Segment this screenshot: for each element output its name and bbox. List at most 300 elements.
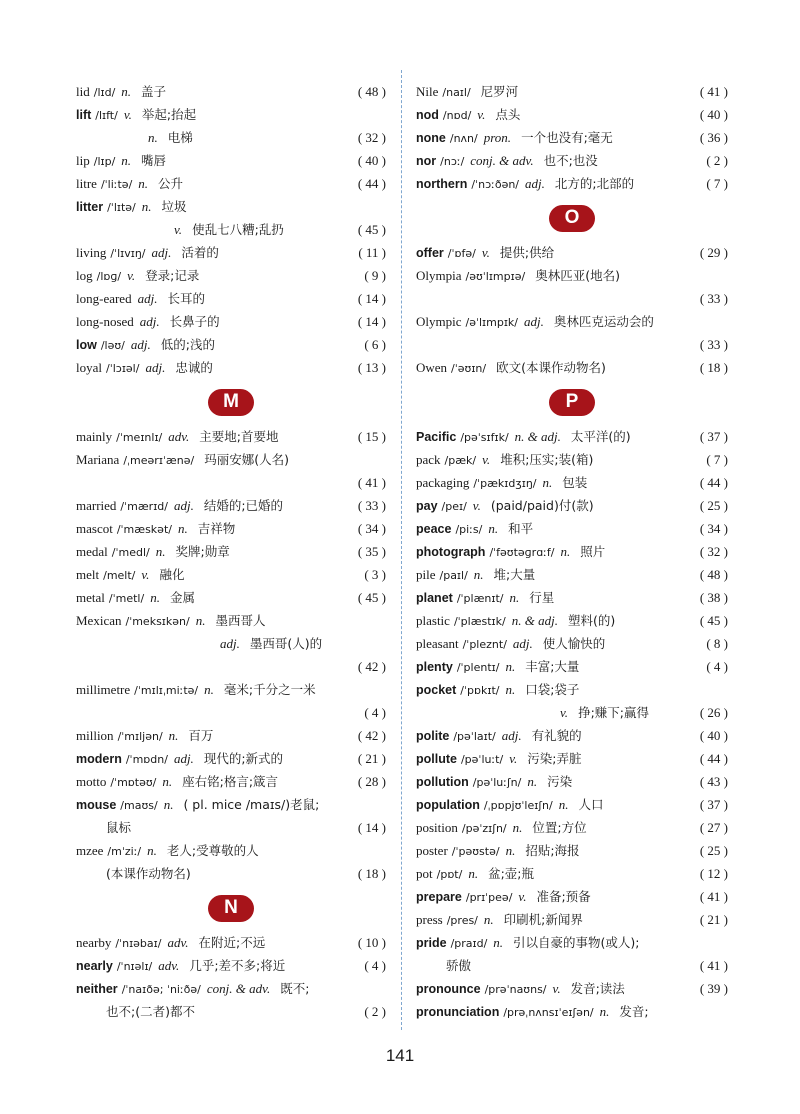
phonetic: /ˈmedl/ xyxy=(111,546,150,559)
phonetic: /nʌn/ xyxy=(449,132,478,145)
phonetic: /ˈmetl/ xyxy=(108,592,145,605)
lesson-reference: ( 14 ) xyxy=(357,291,386,306)
definition: 现代的;新式的 xyxy=(203,751,284,766)
lesson-reference: ( 41 ) xyxy=(699,889,728,904)
phonetic: /ˈnɪəlɪ/ xyxy=(116,960,153,973)
lesson-reference: ( 14 ) xyxy=(357,314,386,329)
glossary-continuation xyxy=(76,632,386,655)
part-of-speech: adj. xyxy=(173,498,194,513)
glossary-entry xyxy=(76,80,386,103)
headword: pile xyxy=(416,567,436,582)
lesson-reference: ( 44 ) xyxy=(699,475,728,490)
part-of-speech: v. xyxy=(123,107,132,122)
lesson-reference: ( 44 ) xyxy=(699,751,728,766)
lesson-reference: ( 41 ) xyxy=(699,958,728,973)
lesson-reference: ( 26 ) xyxy=(699,705,728,720)
phonetic: /ˈəʊɪn/ xyxy=(451,362,487,375)
headword: none xyxy=(416,131,446,145)
definition: (本课作动物名) xyxy=(106,866,191,881)
phonetic: /ˈpækɪdʒɪŋ/ xyxy=(473,477,537,490)
part-of-speech: v. xyxy=(481,245,490,260)
phonetic: /naɪl/ xyxy=(442,86,471,99)
definition: 盖子 xyxy=(141,84,167,99)
glossary-entry xyxy=(416,977,728,1000)
definition: 塑料(的) xyxy=(567,613,616,628)
definition: 毫米;千分之一米 xyxy=(223,682,316,697)
glossary-entry xyxy=(76,425,386,448)
headword: mzee xyxy=(76,843,104,858)
phonetic: /paɪl/ xyxy=(439,569,468,582)
headword: living xyxy=(76,245,107,260)
definition: 嘴唇 xyxy=(141,153,167,168)
definition: 污染;弄脏 xyxy=(527,751,582,766)
glossary-entry xyxy=(416,425,728,448)
phonetic: /ˈpleznt/ xyxy=(462,638,507,651)
phonetic: /pəˈluːʃn/ xyxy=(472,776,522,789)
glossary-entry xyxy=(76,793,386,816)
glossary-entry xyxy=(416,310,728,333)
headword: pot xyxy=(416,866,433,881)
phonetic: /prəˈnaʊns/ xyxy=(484,983,547,996)
glossary-entry xyxy=(76,494,386,517)
definition: 长耳的 xyxy=(167,291,205,306)
glossary-entry xyxy=(416,563,728,586)
glossary-continuation xyxy=(416,954,728,977)
phonetic: /ˈpəʊstə/ xyxy=(451,845,500,858)
phonetic: /ˈplænɪt/ xyxy=(456,592,504,605)
part-of-speech: adv. xyxy=(158,958,180,973)
part-of-speech: adj. xyxy=(130,337,151,352)
part-of-speech: adj. xyxy=(220,636,240,651)
phonetic: /ˌpɒpjʊˈleɪʃn/ xyxy=(483,799,553,812)
glossary-entry xyxy=(416,908,728,931)
lesson-reference: ( 14 ) xyxy=(357,820,386,835)
headword: medal xyxy=(76,544,108,559)
phonetic: /pæk/ xyxy=(444,454,477,467)
glossary-entry xyxy=(416,839,728,862)
phonetic: /piːs/ xyxy=(455,523,483,536)
headword: long-nosed xyxy=(76,314,134,329)
definition: 堆积;压实;装(箱) xyxy=(500,452,594,467)
headword: photograph xyxy=(416,545,486,559)
headword: poster xyxy=(416,843,448,858)
lesson-reference: ( 25 ) xyxy=(699,843,728,858)
headword: married xyxy=(76,498,117,513)
lesson-reference: ( 6 ) xyxy=(364,337,386,352)
part-of-speech: v. xyxy=(477,107,486,122)
page-number: 141 xyxy=(385,1046,415,1065)
lesson-reference: ( 21 ) xyxy=(699,912,728,927)
phonetic: /ˈmɪlɪˌmiːtə/ xyxy=(134,684,199,697)
definition: 一个也没有;毫无 xyxy=(521,130,613,145)
lesson-reference: ( 40 ) xyxy=(699,728,728,743)
glossary-entry xyxy=(416,517,728,540)
phonetic: /ˈmeɪnlɪ/ xyxy=(116,431,163,444)
definition: 举起;抬起 xyxy=(141,107,197,122)
definition: 有礼貌的 xyxy=(531,728,582,743)
lesson-reference: ( 45 ) xyxy=(357,222,386,237)
glossary-entry xyxy=(76,264,386,287)
part-of-speech: n. xyxy=(558,797,569,812)
definition: 既不; xyxy=(280,981,310,996)
part-of-speech: n. xyxy=(493,935,504,950)
definition: 太平洋(的) xyxy=(570,429,631,444)
lesson-reference: ( 8 ) xyxy=(706,636,728,651)
part-of-speech: n. xyxy=(121,84,132,99)
part-of-speech: n. xyxy=(138,176,149,191)
glossary-continuation xyxy=(76,218,386,241)
part-of-speech: n. xyxy=(542,475,553,490)
definition: 玛丽安娜(人名) xyxy=(204,452,289,467)
part-of-speech: adj. xyxy=(151,245,172,260)
glossary-entry xyxy=(76,586,386,609)
glossary-entry xyxy=(416,747,728,770)
part-of-speech: n. xyxy=(505,682,516,697)
phonetic: /maʊs/ xyxy=(120,799,158,812)
part-of-speech: v. xyxy=(174,222,183,237)
glossary-entry xyxy=(76,954,386,977)
headword: loyal xyxy=(76,360,102,375)
lesson-reference: ( 28 ) xyxy=(357,774,386,789)
part-of-speech: n. xyxy=(488,521,499,536)
headword: motto xyxy=(76,774,107,789)
part-of-speech: n. xyxy=(141,199,152,214)
phonetic: /praɪd/ xyxy=(450,937,488,950)
headword: plastic xyxy=(416,613,450,628)
lesson-reference: ( 3 ) xyxy=(364,567,386,582)
glossary-entry xyxy=(416,356,728,379)
part-of-speech: adj. xyxy=(524,314,544,329)
definition: 结婚的;已婚的 xyxy=(203,498,284,513)
part-of-speech: n. xyxy=(512,820,523,835)
headword: prepare xyxy=(416,890,462,904)
lesson-reference: ( 37 ) xyxy=(699,429,728,444)
definition: 堆;大量 xyxy=(493,567,536,582)
definition: 金属 xyxy=(169,590,195,605)
definition: 行星 xyxy=(529,590,555,605)
lesson-reference: ( 4 ) xyxy=(364,705,386,720)
part-of-speech: n. xyxy=(195,613,206,628)
definition: 包装 xyxy=(562,475,588,490)
phonetic: /melt/ xyxy=(103,569,136,582)
definition: 骄傲 xyxy=(446,958,472,973)
lesson-reference: ( 4 ) xyxy=(364,958,386,973)
headword: pocket xyxy=(416,683,457,697)
section-header xyxy=(416,195,728,241)
phonetic: /ˈlɔɪəl/ xyxy=(106,362,140,375)
definition: 老人;受尊敬的人 xyxy=(166,843,259,858)
part-of-speech: adj. xyxy=(173,751,194,766)
phonetic: /ˈmæskət/ xyxy=(116,523,172,536)
lesson-reference: ( 27 ) xyxy=(699,820,728,835)
part-of-speech: adv. xyxy=(168,429,190,444)
phonetic: /ˈplentɪ/ xyxy=(456,661,500,674)
lesson-reference: ( 48 ) xyxy=(357,84,386,99)
definition: 在附近;不远 xyxy=(198,935,266,950)
glossary-continuation xyxy=(76,126,386,149)
headword: mainly xyxy=(76,429,113,444)
lesson-reference: ( 34 ) xyxy=(699,521,728,536)
part-of-speech: adj. xyxy=(525,176,545,191)
part-of-speech: v. xyxy=(552,981,561,996)
headword: planet xyxy=(416,591,453,605)
glossary-continuation xyxy=(416,701,728,724)
part-of-speech: n. xyxy=(599,1004,610,1019)
glossary-entry xyxy=(416,540,728,563)
phonetic: /ˈmɪljən/ xyxy=(117,730,163,743)
glossary-entry xyxy=(76,747,386,770)
definition: 奖牌;勋章 xyxy=(175,544,230,559)
section-header xyxy=(416,379,728,425)
glossary-entry xyxy=(416,793,728,816)
definition: 活着的 xyxy=(181,245,219,260)
definition: 也不;也没 xyxy=(543,153,598,168)
right-column xyxy=(416,80,728,1023)
lesson-reference: ( 39 ) xyxy=(699,981,728,996)
headword: litter xyxy=(76,200,104,214)
part-of-speech: n. & adj. xyxy=(514,429,561,444)
headword: pleasant xyxy=(416,636,459,651)
definition: 长鼻子的 xyxy=(169,314,220,329)
definition: 低的;浅的 xyxy=(160,337,215,352)
lesson-reference: ( 42 ) xyxy=(357,728,386,743)
part-of-speech: adj. xyxy=(501,728,522,743)
part-of-speech: v. xyxy=(472,498,481,513)
glossary-entry xyxy=(416,770,728,793)
glossary-entry xyxy=(416,678,728,701)
glossary-continuation xyxy=(76,816,386,839)
definition: 主要地;首要地 xyxy=(199,429,279,444)
phonetic: /ˈnɪəbaɪ/ xyxy=(115,937,162,950)
part-of-speech: n. xyxy=(473,567,484,582)
lesson-reference: ( 41 ) xyxy=(357,475,386,490)
headword: Owen xyxy=(416,360,448,375)
lesson-reference: ( 33 ) xyxy=(699,337,728,352)
definition: 准备;预备 xyxy=(536,889,591,904)
lesson-reference: ( 40 ) xyxy=(699,107,728,122)
definition: 盆;壶;瓶 xyxy=(488,866,535,881)
headword: packaging xyxy=(416,475,470,490)
definition: 欧文(本课作动物名) xyxy=(496,360,606,375)
definition: 鼠标 xyxy=(106,820,132,835)
definition: 公升 xyxy=(158,176,184,191)
definition: 也不;(二者)都不 xyxy=(106,1004,195,1019)
lesson-reference: ( 32 ) xyxy=(699,544,728,559)
part-of-speech: adj. xyxy=(145,360,166,375)
headword: million xyxy=(76,728,114,743)
phonetic: /ˈlɪtə/ xyxy=(107,201,136,214)
lesson-reference: ( 13 ) xyxy=(357,360,386,375)
glossary-entry xyxy=(416,80,728,103)
phonetic: /ˈmærɪd/ xyxy=(120,500,168,513)
lesson-reference: ( 9 ) xyxy=(364,268,386,283)
headword: Mexican xyxy=(76,613,122,628)
part-of-speech: n. xyxy=(155,544,166,559)
glossary-entry xyxy=(416,241,728,264)
headword: nearby xyxy=(76,935,112,950)
headword: pride xyxy=(416,936,447,950)
glossary-entry xyxy=(416,471,728,494)
headword: offer xyxy=(416,246,444,260)
part-of-speech: n. xyxy=(150,590,160,605)
headword: northern xyxy=(416,177,468,191)
headword: plenty xyxy=(416,660,453,674)
headword: long-eared xyxy=(76,291,132,306)
phonetic: /ˈmɒdn/ xyxy=(125,753,168,766)
definition: 吉祥物 xyxy=(197,521,236,536)
headword: lift xyxy=(76,108,92,122)
part-of-speech: n. xyxy=(148,130,158,145)
glossary-entry xyxy=(76,241,386,264)
headword: millimetre xyxy=(76,682,131,697)
headword: lid xyxy=(76,84,90,99)
lesson-reference: ( 11 ) xyxy=(358,245,386,260)
glossary-entry xyxy=(76,540,386,563)
lesson-reference: ( 45 ) xyxy=(357,590,386,605)
headword: metal xyxy=(76,590,105,605)
phonetic: /ˈmeksɪkən/ xyxy=(125,615,190,628)
phonetic: /ˈplæstɪk/ xyxy=(453,615,506,628)
glossary-continuation xyxy=(76,701,386,724)
glossary-continuation xyxy=(416,333,728,356)
lesson-reference: ( 4 ) xyxy=(706,659,728,674)
glossary-entry xyxy=(416,494,728,517)
lesson-reference: ( 18 ) xyxy=(357,866,386,881)
section-header xyxy=(76,885,386,931)
lesson-reference: ( 12 ) xyxy=(699,866,728,881)
phonetic: /nɔː/ xyxy=(440,155,465,168)
part-of-speech: v. xyxy=(127,268,136,283)
glossary-continuation xyxy=(76,655,386,678)
glossary-continuation xyxy=(76,862,386,885)
glossary-entry xyxy=(416,264,728,287)
glossary-entry xyxy=(76,149,386,172)
headword: lip xyxy=(76,153,90,168)
part-of-speech: n. xyxy=(147,843,157,858)
glossary-continuation xyxy=(76,471,386,494)
left-column xyxy=(76,80,386,1023)
glossary-entry xyxy=(76,287,386,310)
lesson-reference: ( 38 ) xyxy=(699,590,728,605)
part-of-speech: n. & adj. xyxy=(511,613,558,628)
phonetic: /ˈfəʊtəɡrɑːf/ xyxy=(489,546,555,559)
phonetic: /əʊˈlɪmpɪə/ xyxy=(465,270,526,283)
definition: (paid/paid)付(款) xyxy=(490,498,594,513)
lesson-reference: ( 36 ) xyxy=(699,130,728,145)
part-of-speech: adj. xyxy=(137,291,158,306)
glossary-entry xyxy=(76,931,386,954)
glossary-entry xyxy=(416,448,728,471)
glossary-entry xyxy=(416,655,728,678)
glossary-entry xyxy=(76,103,386,126)
definition: 北方的;北部的 xyxy=(554,176,635,191)
headword: pollution xyxy=(416,775,469,789)
headword: neither xyxy=(76,982,118,996)
phonetic: /ˈnɔːðən/ xyxy=(471,178,520,191)
definition: 忠诚的 xyxy=(175,360,213,375)
definition: 发音;读法 xyxy=(570,981,625,996)
headword: Olympia xyxy=(416,268,462,283)
part-of-speech: n. xyxy=(168,728,179,743)
headword: Pacific xyxy=(416,430,457,444)
definition: 奥林匹亚(地名) xyxy=(535,268,620,283)
definition: 百万 xyxy=(188,728,214,743)
definition: 座右铭;格言;箴言 xyxy=(182,774,279,789)
part-of-speech: conj. & adv. xyxy=(470,153,534,168)
part-of-speech: n. xyxy=(505,659,516,674)
part-of-speech: adj. xyxy=(512,636,533,651)
phonetic: /peɪ/ xyxy=(441,500,467,513)
lesson-reference: ( 44 ) xyxy=(357,176,386,191)
glossary-continuation xyxy=(416,287,728,310)
definition: 人口 xyxy=(578,797,604,812)
headword: pronunciation xyxy=(416,1005,500,1019)
section-letter-badge: P xyxy=(549,389,595,416)
part-of-speech: n. xyxy=(560,544,571,559)
part-of-speech: n. xyxy=(483,912,494,927)
headword: modern xyxy=(76,752,122,766)
lesson-reference: ( 33 ) xyxy=(699,291,728,306)
part-of-speech: n. xyxy=(527,774,538,789)
part-of-speech: v. xyxy=(518,889,527,904)
part-of-speech: v. xyxy=(141,567,150,582)
phonetic: /lɪft/ xyxy=(95,109,118,122)
lesson-reference: ( 45 ) xyxy=(699,613,728,628)
glossary-entry xyxy=(416,816,728,839)
lesson-reference: ( 7 ) xyxy=(706,452,728,467)
definition: 丰富;大量 xyxy=(525,659,580,674)
phonetic: /ˈpɒkɪt/ xyxy=(460,684,500,697)
definition: 照片 xyxy=(580,544,606,559)
definition: 污染 xyxy=(547,774,573,789)
phonetic: /pəˈlaɪt/ xyxy=(453,730,496,743)
part-of-speech: n. xyxy=(505,843,516,858)
column-divider xyxy=(401,70,402,1030)
headword: melt xyxy=(76,567,100,582)
lesson-reference: ( 34 ) xyxy=(357,521,386,536)
section-header xyxy=(76,379,386,425)
glossary-entry xyxy=(76,563,386,586)
part-of-speech: v. xyxy=(482,452,491,467)
glossary-entry xyxy=(76,678,386,701)
definition: 墨西哥(人)的 xyxy=(249,636,323,651)
part-of-speech: n. xyxy=(509,590,520,605)
glossary-entry xyxy=(416,609,728,632)
headword: polite xyxy=(416,729,450,743)
headword: pronounce xyxy=(416,982,481,996)
glossary-entry xyxy=(76,195,386,218)
headword: press xyxy=(416,912,443,927)
glossary-entry xyxy=(76,310,386,333)
glossary-entry xyxy=(76,977,386,1000)
lesson-reference: ( 32 ) xyxy=(357,130,386,145)
glossary-entry xyxy=(76,356,386,379)
lesson-reference: ( 21 ) xyxy=(357,751,386,766)
part-of-speech: adj. xyxy=(139,314,160,329)
glossary-entry xyxy=(416,931,728,954)
phonetic: /ˈmɒtəʊ/ xyxy=(110,776,157,789)
phonetic: /lɒɡ/ xyxy=(96,270,122,283)
phonetic: /mˈziː/ xyxy=(107,845,142,858)
glossary-entry xyxy=(416,724,728,747)
phonetic: /pɒt/ xyxy=(436,868,463,881)
definition: 使乱七八糟;乱扔 xyxy=(192,222,284,237)
definition: 引以自豪的事物(或人); xyxy=(513,935,640,950)
section-letter-badge: M xyxy=(208,389,254,416)
lesson-reference: ( 10 ) xyxy=(357,935,386,950)
definition: 发音; xyxy=(619,1004,649,1019)
glossary-entry xyxy=(76,448,386,471)
